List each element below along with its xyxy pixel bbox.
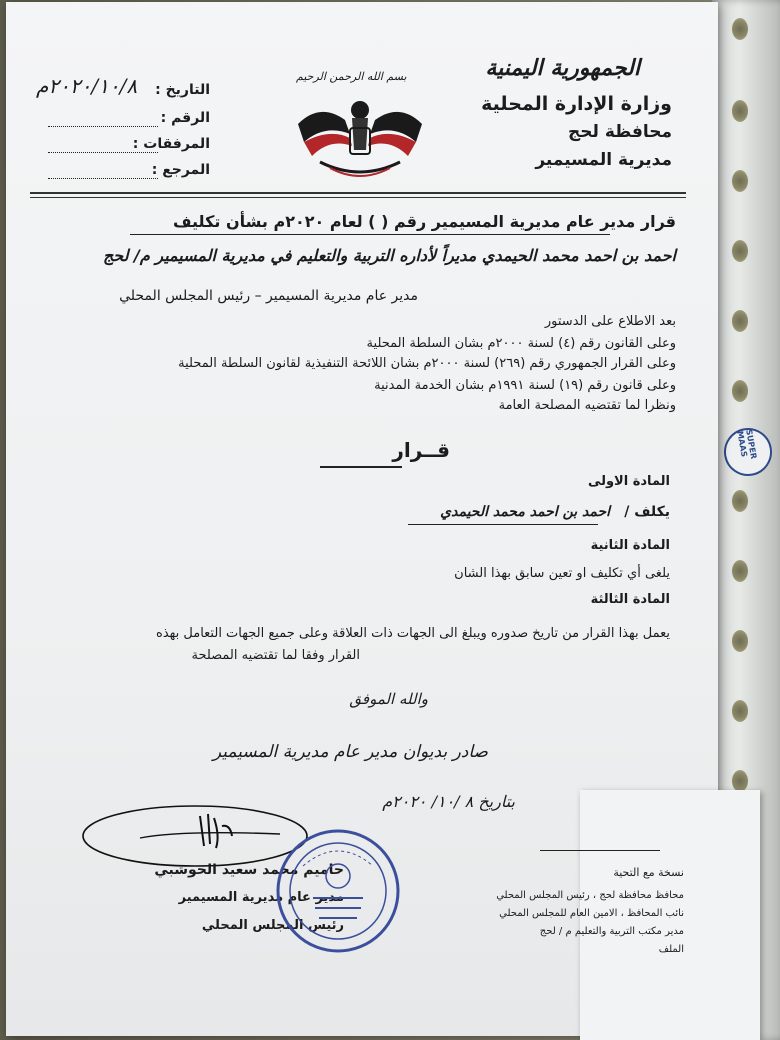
article-1-prefix: يكلف / bbox=[624, 504, 670, 520]
article-3-text: يعمل بهذا القرار من تاريخ صدوره ويبلغ الى الجهات ذات العلاقة وعلى جميع الجهات التعامل بهذه bbox=[156, 626, 670, 641]
preamble-line: ونظرا لما تقتضيه المصلحة العامة bbox=[498, 398, 676, 413]
country-name: الجمهورية اليمنية bbox=[485, 55, 640, 81]
issue-date: بتاريخ ٨ /١٠/ ٢٠٢٠م bbox=[382, 792, 515, 811]
punch-hole bbox=[732, 380, 748, 402]
punch-hole bbox=[732, 240, 748, 262]
punch-hole bbox=[732, 18, 748, 40]
punch-hole bbox=[732, 490, 748, 512]
reference-field-line bbox=[48, 178, 158, 179]
copies-separator bbox=[540, 850, 660, 851]
attachments-field-line bbox=[48, 152, 158, 153]
article-2-title: المادة الثانية bbox=[590, 538, 670, 553]
number-field-line bbox=[48, 126, 158, 127]
article-2-text: يلغى أي تكليف او تعين سابق بهذا الشان bbox=[454, 566, 670, 581]
article-1-title: المادة الاولى bbox=[587, 474, 670, 489]
basmala: بسم الله الرحمن الرحيم bbox=[296, 70, 407, 83]
article-3-text-cont: القرار وفقا لما تقتضيه المصلحة bbox=[191, 648, 360, 663]
signatory-title: مدير عام مديرية المسيمير bbox=[178, 890, 344, 905]
punch-hole bbox=[732, 310, 748, 332]
issued-at: صادر بديوان مدير عام مديرية المسيمير bbox=[212, 742, 488, 762]
decision-subject: احمد بن احمد محمد الحيمدي مديراً لأداره التربية والتعليم في مديرية المسيمير م/ لحج bbox=[102, 246, 676, 265]
closing-blessing: والله الموفق bbox=[349, 690, 428, 708]
punch-hole bbox=[732, 170, 748, 192]
decision-heading: قــرار bbox=[392, 438, 450, 462]
punch-hole bbox=[732, 560, 748, 582]
date-value: ٢٠٢٠/١٠/٨م bbox=[36, 74, 138, 98]
attachments-label: المرفقات : bbox=[132, 136, 210, 152]
district-name: مديرية المسيمير bbox=[535, 150, 672, 170]
punch-hole bbox=[732, 630, 748, 652]
signatory-title-2: رئيس المجلس المحلي bbox=[201, 918, 344, 933]
header-divider-thin bbox=[30, 197, 686, 198]
decision-title: قرار مدير عام مديرية المسيمير رقم ( ) لعام ٢٠٢٠م بشأن تكليف bbox=[172, 212, 676, 231]
preamble-line: بعد الاطلاع على الدستور bbox=[544, 314, 676, 329]
reference-label: المرجع : bbox=[151, 162, 210, 178]
decision-heading-underline bbox=[320, 466, 402, 468]
sleeve-brand-label: SUPER MAAS bbox=[720, 424, 776, 480]
article-3-title: المادة الثالثة bbox=[590, 592, 670, 607]
preamble-line: وعلى القرار الجمهوري رقم (٢٦٩) لسنة ٢٠٠٠م بشان اللائحة التنفيذية لقانون السلطة المحلية bbox=[178, 356, 676, 371]
copy-recipient: محافظ محافظة لحج ، رئيس المجلس المحلي bbox=[496, 890, 684, 901]
governorate-name: محافظة لحج bbox=[568, 122, 672, 142]
punch-hole bbox=[732, 770, 748, 792]
official-stamp-icon bbox=[273, 826, 403, 956]
preamble-line: وعلى القانون رقم (٤) لسنة ٢٠٠٠م بشان السلطة المحلية bbox=[366, 336, 676, 351]
title-underline bbox=[130, 234, 610, 235]
number-label: الرقم : bbox=[160, 110, 210, 126]
copy-recipient: الملف bbox=[658, 944, 684, 955]
date-label: التاريخ : bbox=[155, 82, 210, 98]
article-1-underline bbox=[408, 524, 598, 525]
copies-heading: نسخة مع التحية bbox=[613, 866, 684, 879]
punch-hole bbox=[732, 100, 748, 122]
preamble-line: وعلى قانون رقم (١٩) لسنة ١٩٩١م بشان الخدمة المدنية bbox=[374, 378, 676, 393]
issuer-title: مدير عام مديرية المسيمير – رئيس المجلس المحلي bbox=[119, 288, 418, 304]
ministry-name: وزارة الإدارة المحلية bbox=[481, 93, 672, 115]
yemen-emblem-icon bbox=[290, 72, 430, 187]
copy-recipient: مدير مكتب التربية والتعليم م / لحج bbox=[539, 926, 684, 937]
article-1-name: احمد بن احمد محمد الحيمدي bbox=[440, 504, 610, 520]
punch-hole bbox=[732, 700, 748, 722]
signatory-name: حاميم محمد سعيد الحوشبي bbox=[154, 862, 344, 878]
header-divider bbox=[30, 192, 686, 194]
copy-recipient: نائب المحافظ ، الامين العام للمجلس المحلي bbox=[499, 908, 684, 919]
